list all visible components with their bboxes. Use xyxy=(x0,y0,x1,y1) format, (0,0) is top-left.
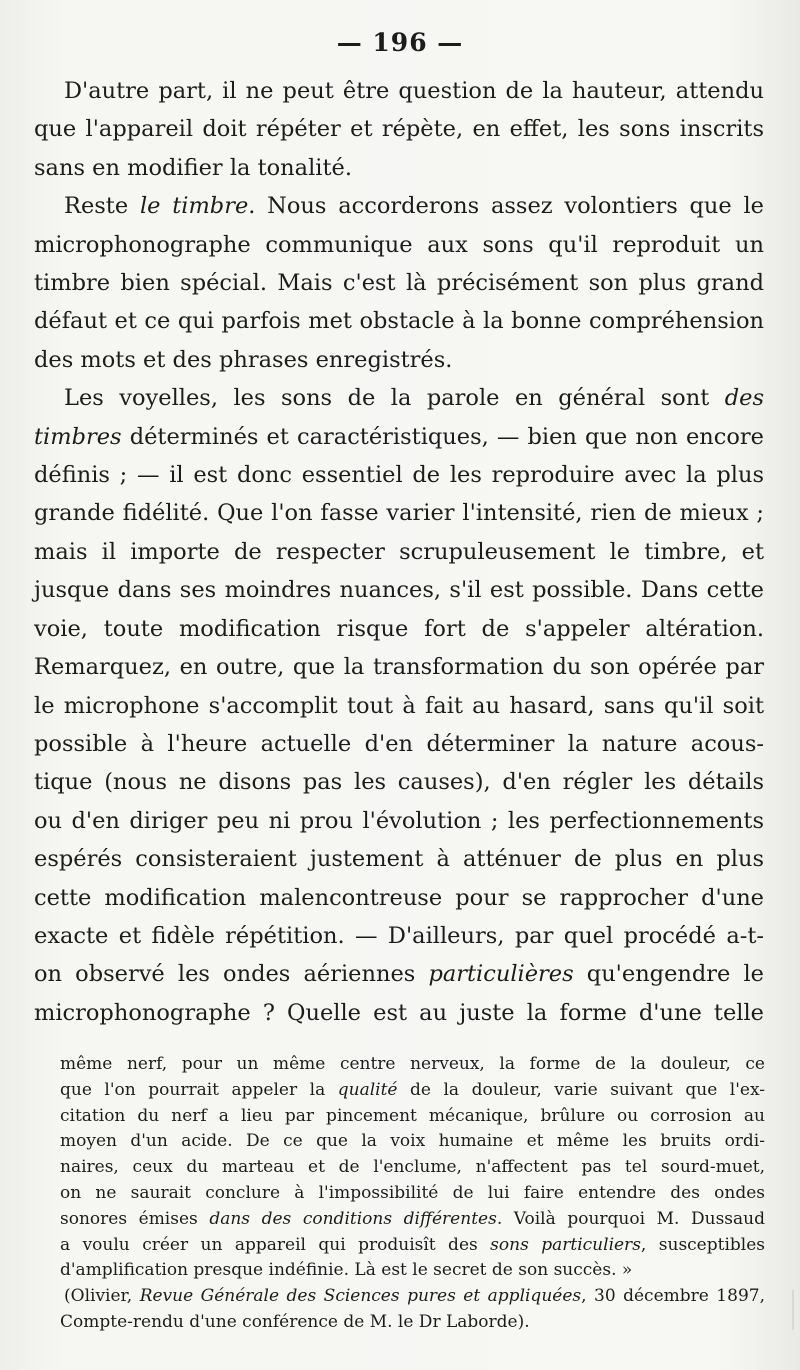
text-line: possible à l'heure actuelle d'en déterminer la nature acous- xyxy=(34,730,764,757)
text-line: Reste le timbre. Nous accorderons assez volontiers que le xyxy=(64,193,765,220)
text-line: timbres déterminés et caractéristiques, — bien que non encore xyxy=(34,423,764,450)
footnote-source-line: Compte-rendu d'une conférence de M. le Dr Laborde). xyxy=(60,1311,530,1332)
text-line: microphonographe ? Quelle est au juste la forme d'une telle xyxy=(34,999,764,1026)
text-line: des mots et des phrases enregistrés. xyxy=(34,346,453,373)
text-line: le microphone s'accomplit tout à fait au hasard, sans qu'il soit xyxy=(34,692,764,719)
text-line: ou d'en diriger peu ni prou l'évolution ; les perfectionnements xyxy=(34,807,764,834)
text-line: sans en modifier la tonalité. xyxy=(34,154,352,181)
footnote-line: citation du nerf a lieu par pincement mécanique, brûlure ou corrosion au xyxy=(60,1105,765,1126)
text-line: mais il importe de respecter scrupuleusement le timbre, et xyxy=(34,538,764,565)
main-body-text xyxy=(34,72,764,1032)
text-line: D'autre part, il ne peut être question de la hauteur, attendu xyxy=(64,78,764,104)
text-line: tique (nous ne disons pas les causes), d'en régler les détails xyxy=(34,769,764,796)
text-line: on observé les ondes aériennes particulières qu'engendre le xyxy=(34,961,764,988)
text-line: Remarquez, en outre, que la transformation du son opérée par xyxy=(34,654,764,681)
footnote-line: a voulu créer un appareil qui produisît des sons particuliers, susceptibles xyxy=(60,1234,766,1255)
italic-text: le timbre xyxy=(139,193,249,220)
italic-text: particulières xyxy=(428,961,574,988)
footnote-line: moyen d'un acide. De ce que la voix humaine et même les bruits ordi- xyxy=(60,1131,765,1152)
footnote-line: d'amplification presque indéfinie. Là est le secret de son succès. » xyxy=(60,1260,633,1281)
text-line: espérés consisteraient justement à atténuer de plus en plus xyxy=(34,846,764,873)
text-line: grande fidélité. Que l'on fasse varier l'intensité, rien de mieux ; xyxy=(34,500,764,527)
italic-text: timbres xyxy=(34,423,122,450)
footnote-line: que l'on pourrait appeler la qualité de la douleur, varie suivant que l'ex- xyxy=(60,1079,766,1100)
text-line: jusque dans ses moindres nuances, s'il est possible. Dans cette xyxy=(34,577,764,604)
italic-text: Revue Générale des Sciences pures et appliquées xyxy=(139,1286,582,1307)
footnote-line: même nerf, pour un même centre nerveux, la forme de la douleur, ce xyxy=(60,1054,765,1074)
footnote-line: sonores émises dans des conditions différentes. Voilà pourquoi M. Dussaud xyxy=(60,1208,765,1229)
italic-text: dans des conditions différentes xyxy=(209,1208,497,1229)
text-line: microphonographe communique aux sons qu'il reproduit un xyxy=(34,231,764,258)
footnote-line: on ne saurait conclure à l'impossibilité de lui faire entendre des ondes xyxy=(60,1182,765,1203)
text-line: cette modification malencontreuse pour se rapprocher d'une xyxy=(34,884,764,911)
text-line: défaut et ce qui parfois met obstacle à la bonne compréhension xyxy=(34,308,764,335)
italic-text: qualité xyxy=(337,1079,398,1100)
italic-text: des xyxy=(724,385,764,412)
scan-edge-mark xyxy=(792,1290,794,1330)
text-line: définis ; — il est donc essentiel de les reproduire avec la plus xyxy=(34,462,764,489)
text-line: Les voyelles, les sons de la parole en général sont des xyxy=(64,385,764,412)
page-number: — 196 — xyxy=(336,28,464,57)
text-line: timbre bien spécial. Mais c'est là précisément son plus grand xyxy=(34,270,764,297)
text-line: que l'appareil doit répéter et répète, en effet, les sons inscrits xyxy=(34,116,764,143)
italic-text: sons particuliers xyxy=(490,1234,641,1255)
text-line: voie, toute modification risque fort de s'appeler altération. xyxy=(34,615,764,642)
footnote-line: naires, ceux du marteau et de l'enclume, n'affectent pas tel sourd-muet, xyxy=(60,1157,765,1178)
footnote xyxy=(60,1052,765,1336)
text-line: exacte et fidèle répétition. — D'ailleurs, par quel procédé a-t- xyxy=(34,922,764,949)
footnote-source-line: (Olivier, Revue Générale des Sciences pures et appliquées, 30 décembre 1897, xyxy=(64,1286,765,1307)
